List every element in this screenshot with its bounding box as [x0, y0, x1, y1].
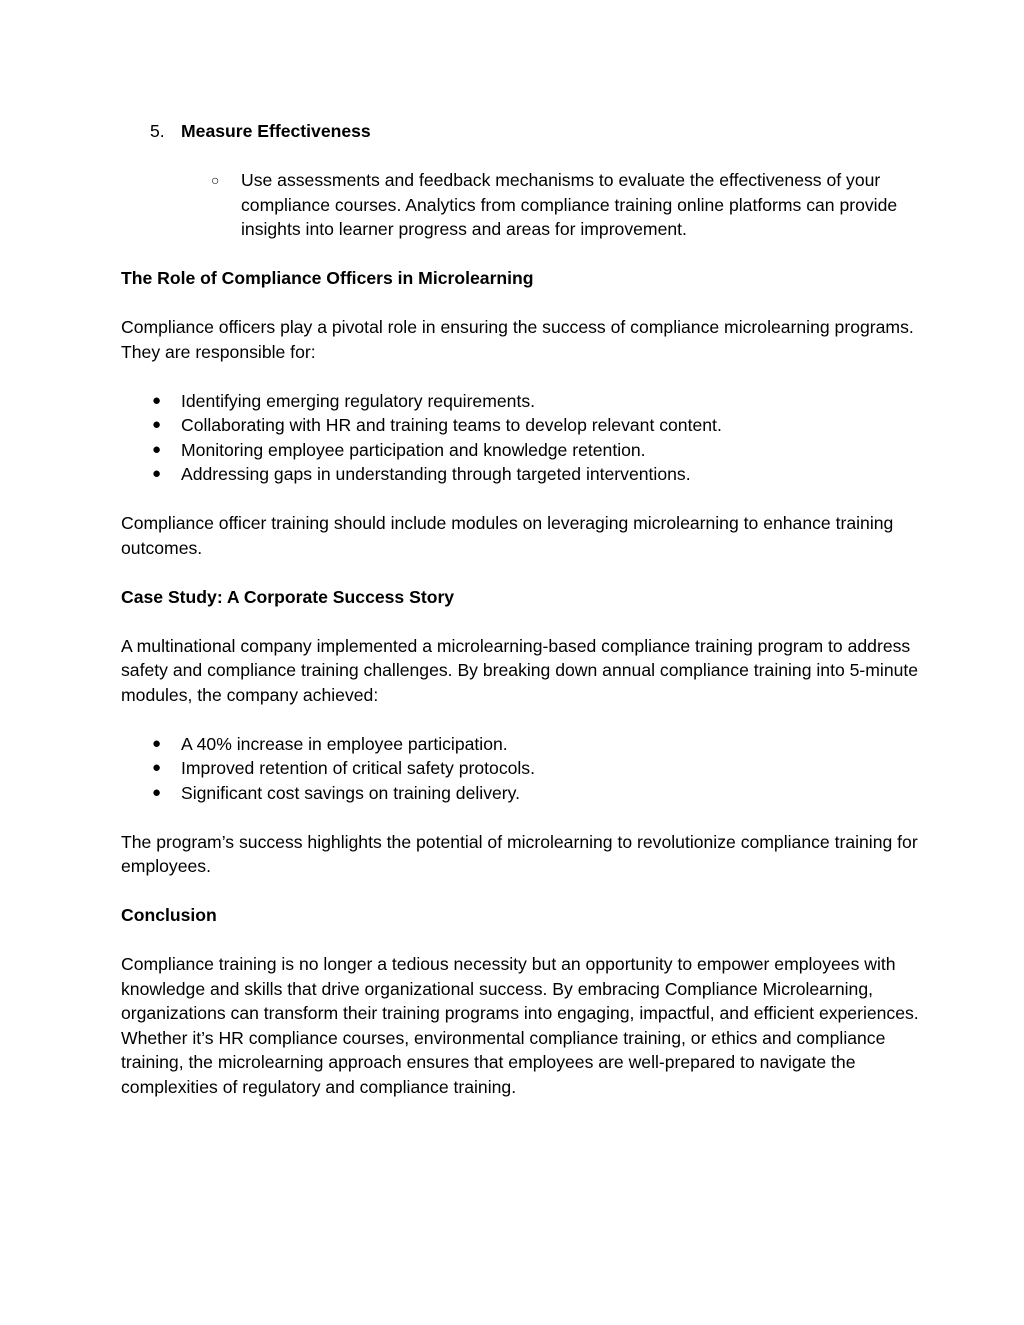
list-item — [121, 462, 921, 487]
list-item-text: Collaborating with HR and training teams to develop relevant content. — [181, 415, 722, 435]
case-study-intro-paragraph: A multinational company implemented a microlearning-based compliance training program to address safety and compliance training challenges. By breaking down annual compliance training into 5-minute modules, the company achieved: — [121, 635, 919, 705]
bullet-icon: ● — [152, 759, 162, 776]
role-intro-paragraph: Compliance officers play a pivotal role in ensuring the success of compliance microlearning programs. They are responsible for: — [121, 317, 914, 362]
list-item — [121, 389, 921, 414]
list-item — [121, 438, 921, 463]
numbered-item-5 — [121, 119, 921, 144]
conclusion-paragraph: Compliance training is no longer a tedious necessity but an opportunity to empower employees with knowledge and skills that drive organizational success. By embracing Compliance Microlearning, organizations can transform their training programs into engaging, impactful, and efficient experiences. Whether it’s HR compliance courses, environmental compliance training, or ethics and compliance training, the microlearning approach ensures that employees are well-prepared to navigate the complexities of regulatory and compliance training. — [121, 954, 919, 1097]
numbered-item-title: Measure Effectiveness — [181, 121, 371, 141]
bullet-icon: ● — [152, 440, 162, 458]
section-heading-case-study: Case Study: A Corporate Success Story — [121, 586, 455, 607]
bullet-icon: ● — [152, 734, 162, 752]
sub-list-text: Use assessments and feedback mechanisms to evaluate the effectiveness of your compliance courses. Analytics from compliance training online platforms can provide insights into learner progress and areas for improvement. — [241, 170, 898, 239]
sub-list-item — [121, 168, 921, 242]
bullet-icon: ● — [152, 416, 162, 433]
list-item — [121, 756, 921, 781]
list-item-text: Addressing gaps in understanding through targeted interventions. — [181, 464, 691, 484]
bullet-icon: ● — [152, 391, 162, 409]
role-outro-paragraph: Compliance officer training should include modules on leveraging microlearning to enhance training outcomes. — [121, 513, 894, 558]
case-study-bullet-list — [121, 732, 921, 806]
list-item-text: Significant cost savings on training delivery. — [181, 782, 521, 803]
document-body — [121, 119, 921, 1099]
role-bullet-list — [121, 389, 921, 487]
list-item — [121, 732, 921, 757]
list-number: 5. — [150, 121, 165, 141]
section-heading-conclusion: Conclusion — [121, 905, 217, 925]
bullet-icon: ● — [152, 465, 162, 482]
bullet-icon: ● — [152, 783, 162, 801]
list-item — [121, 781, 921, 806]
case-study-outro-paragraph: The program’s success highlights the potential of microlearning to revolutionize compliance training for employees. — [121, 831, 918, 876]
list-item-text: Monitoring employee participation and knowledge retention. — [181, 439, 646, 460]
section-heading-role: The Role of Compliance Officers in Microlearning — [121, 268, 534, 288]
list-item-text: A 40% increase in employee participation. — [181, 733, 508, 754]
list-item-text: Identifying emerging regulatory requirements. — [181, 390, 536, 411]
list-item-text: Improved retention of critical safety protocols. — [181, 758, 535, 778]
list-item — [121, 413, 921, 438]
hollow-circle-bullet-icon: ○ — [211, 172, 220, 188]
